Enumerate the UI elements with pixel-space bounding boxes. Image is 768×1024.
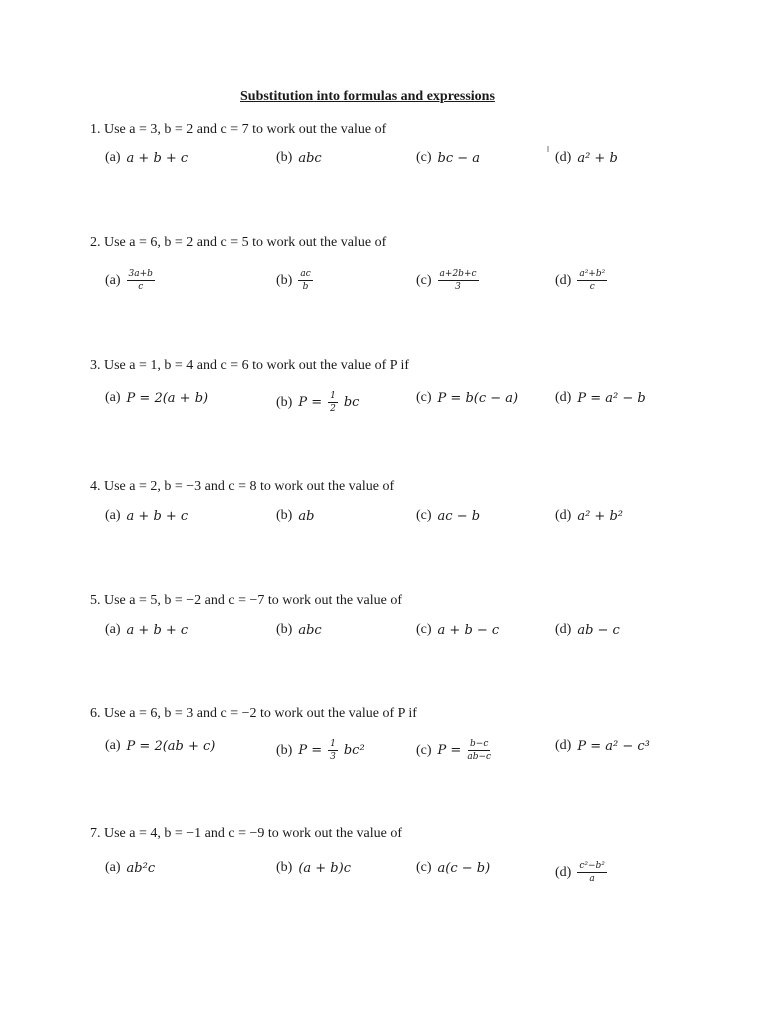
fraction-numerator: 1 bbox=[330, 391, 336, 401]
fraction bbox=[298, 268, 312, 293]
part-expression: P = 2(a + b) bbox=[126, 390, 209, 406]
fraction-numerator: 1 bbox=[330, 739, 336, 749]
question-part bbox=[416, 738, 491, 763]
part-label: (b) bbox=[276, 742, 293, 758]
part-label: (b) bbox=[276, 860, 293, 875]
part-expression: ab bbox=[298, 508, 315, 524]
fraction-denominator: b bbox=[302, 282, 309, 292]
fraction-numerator: ac bbox=[300, 269, 311, 279]
question-part bbox=[276, 622, 322, 638]
question-part bbox=[416, 860, 490, 876]
fraction-denominator: 3 bbox=[455, 282, 461, 292]
part-label: (a) bbox=[105, 622, 121, 637]
fraction bbox=[328, 390, 338, 415]
part-label: (a) bbox=[105, 508, 121, 523]
part-expression: a + b + c bbox=[126, 622, 189, 638]
fraction bbox=[127, 268, 155, 293]
question-prompt: 4. Use a = 2, b = −3 and c = 8 to work out the value of bbox=[90, 479, 395, 494]
fraction-numerator: b−c bbox=[470, 739, 489, 749]
part-expression: ac − b bbox=[437, 508, 481, 524]
page-title: Substitution into formulas and expressions bbox=[240, 89, 495, 104]
part-label: (b) bbox=[276, 150, 293, 165]
part-expression: a(c − b) bbox=[437, 860, 491, 876]
question-part bbox=[276, 268, 313, 293]
question-part bbox=[416, 268, 479, 293]
question-part bbox=[105, 150, 188, 166]
question-part bbox=[555, 150, 618, 166]
question-part bbox=[105, 508, 188, 524]
part-label: (c) bbox=[416, 390, 432, 405]
part-label: (d) bbox=[555, 622, 572, 637]
fraction-denominator: c bbox=[589, 282, 595, 292]
fraction bbox=[467, 738, 491, 763]
part-label: (a) bbox=[105, 150, 121, 165]
part-expression: (a + b)c bbox=[298, 860, 351, 876]
question-part bbox=[555, 738, 650, 754]
question-part bbox=[416, 508, 480, 524]
part-label: (a) bbox=[105, 860, 121, 875]
part-expression: a² + b² bbox=[577, 508, 623, 524]
question-part bbox=[555, 860, 607, 885]
scan-mark bbox=[547, 146, 549, 152]
question-part bbox=[416, 622, 499, 638]
part-label: (d) bbox=[555, 508, 572, 523]
part-label: (b) bbox=[276, 272, 293, 288]
fraction-denominator: 3 bbox=[330, 752, 336, 762]
part-expression: ab²c bbox=[126, 860, 156, 876]
part-suffix: bc bbox=[343, 395, 360, 410]
question-part bbox=[416, 390, 518, 406]
fraction-numerator: a+2b+c bbox=[439, 269, 477, 279]
question-prompt: 6. Use a = 6, b = 3 and c = −2 to work out the value of P if bbox=[90, 706, 417, 721]
part-expression: P = 2(ab + c) bbox=[126, 738, 216, 754]
fraction-numerator: c²−b² bbox=[579, 861, 605, 871]
part-expression: abc bbox=[298, 622, 322, 638]
part-expression: a² + b bbox=[577, 150, 618, 166]
question-part bbox=[555, 508, 623, 524]
question-part bbox=[105, 622, 188, 638]
part-label: (c) bbox=[416, 860, 432, 875]
part-label: (c) bbox=[416, 742, 432, 758]
question-part bbox=[276, 860, 351, 876]
question-part bbox=[105, 860, 155, 876]
question-part bbox=[555, 268, 607, 293]
part-label: (a) bbox=[105, 272, 121, 288]
part-label: (a) bbox=[105, 738, 121, 753]
part-label: (c) bbox=[416, 150, 432, 165]
question-prompt: 3. Use a = 1, b = 4 and c = 6 to work out the value of P if bbox=[90, 358, 410, 373]
question-part bbox=[105, 268, 155, 293]
question-part bbox=[105, 738, 215, 754]
fraction-numerator: 3a+b bbox=[128, 269, 153, 279]
part-expression: a + b − c bbox=[437, 622, 500, 638]
part-suffix: bc² bbox=[343, 743, 365, 758]
fraction bbox=[577, 860, 607, 885]
part-label: (c) bbox=[416, 272, 432, 288]
part-label: (a) bbox=[105, 390, 121, 405]
part-label: (d) bbox=[555, 864, 572, 880]
fraction-denominator: c bbox=[138, 282, 144, 292]
question-part bbox=[416, 150, 480, 166]
part-prefix: P = bbox=[298, 395, 323, 410]
question-part bbox=[105, 390, 208, 406]
question-prompt: 5. Use a = 5, b = −2 and c = −7 to work out the value of bbox=[90, 593, 403, 608]
part-prefix: P = bbox=[437, 743, 462, 758]
fraction bbox=[328, 738, 338, 763]
fraction-denominator: ab−c bbox=[467, 752, 492, 762]
part-expression: bc − a bbox=[437, 150, 481, 166]
question-prompt: 7. Use a = 4, b = −1 and c = −9 to work out the value of bbox=[90, 826, 403, 841]
part-label: (d) bbox=[555, 738, 572, 753]
fraction bbox=[438, 268, 479, 293]
part-expression: a + b + c bbox=[126, 508, 189, 524]
part-label: (d) bbox=[555, 272, 572, 288]
question-part bbox=[276, 508, 314, 524]
part-label: (c) bbox=[416, 508, 432, 523]
part-label: (b) bbox=[276, 508, 293, 523]
part-expression: P = b(c − a) bbox=[437, 390, 519, 406]
part-label: (b) bbox=[276, 394, 293, 410]
question-part bbox=[276, 150, 322, 166]
question-prompt: 1. Use a = 3, b = 2 and c = 7 to work out the value of bbox=[90, 122, 387, 137]
fraction-denominator: a bbox=[589, 874, 595, 884]
part-label: (d) bbox=[555, 390, 572, 405]
part-expression: P = a² − c³ bbox=[577, 738, 650, 754]
fraction-denominator: 2 bbox=[330, 404, 336, 414]
part-label: (b) bbox=[276, 622, 293, 637]
question-prompt: 2. Use a = 6, b = 2 and c = 5 to work out the value of bbox=[90, 235, 387, 250]
fraction-numerator: a²+b² bbox=[579, 269, 606, 279]
part-prefix: P = bbox=[298, 743, 323, 758]
question-part bbox=[555, 622, 620, 638]
fraction bbox=[577, 268, 607, 293]
part-expression: P = a² − b bbox=[577, 390, 646, 406]
part-expression: ab − c bbox=[577, 622, 620, 638]
question-part bbox=[276, 738, 365, 763]
question-part bbox=[555, 390, 646, 406]
question-part bbox=[276, 390, 359, 415]
part-expression: abc bbox=[298, 150, 322, 166]
part-label: (c) bbox=[416, 622, 432, 637]
part-label: (d) bbox=[555, 150, 572, 165]
part-expression: a + b + c bbox=[126, 150, 189, 166]
